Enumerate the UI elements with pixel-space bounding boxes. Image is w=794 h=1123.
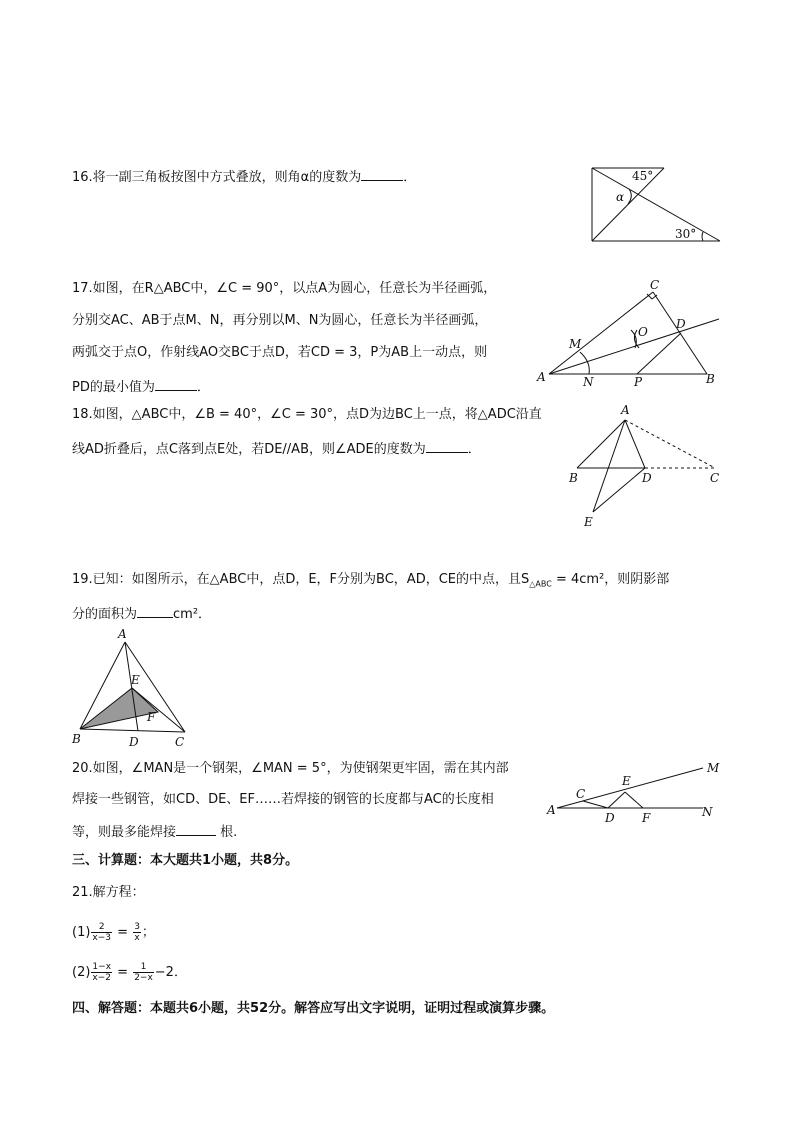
- q21-p2-fraction-left: $\frac{1-x}{x-2}$: [92, 962, 112, 983]
- q17-label-p: P: [634, 375, 643, 389]
- q18-diagram: [565, 402, 725, 532]
- q20-answer-blank[interactable]: [176, 822, 216, 836]
- q21-p1-fraction-right: $\frac{3}{x}$: [134, 922, 140, 943]
- q18-label-b: B: [569, 471, 578, 485]
- q17-figure: [535, 278, 725, 392]
- q17-line-3: 两弧交于点O，作射线AO交BC于点D，若CD = 3，P为AB上一动点，则: [72, 345, 488, 360]
- q20-label-e: E: [622, 774, 631, 788]
- q17-label-d: D: [676, 317, 686, 331]
- q17-label-a: A: [537, 370, 546, 384]
- q19-line-2: 分的面积为 cm²．: [72, 604, 211, 623]
- q20-label-a: A: [547, 803, 556, 817]
- q18-line-2: 线AD折叠后，点C落到点E处，若DE//AB，则∠ADE的度数为 ．: [72, 439, 481, 458]
- q20-label-f: F: [642, 811, 651, 825]
- section-3-heading: 三、计算题：本大题共1小题，共8分。: [72, 853, 299, 868]
- q19-line-1: 19.已知：如图所示，在△ABC中，点D，E，F分别为BC，AD，CE的中点，且$S_{\triangle ABC} = 4cm^2$，则阴影部: [72, 572, 670, 589]
- q16-text: 16.将一副三角板按图中方式叠放，则角α的度数为 ．: [72, 167, 416, 186]
- q18-label-d: D: [642, 471, 652, 485]
- q20-label-d: D: [605, 811, 615, 825]
- q19-label-e: E: [131, 673, 140, 687]
- q17-label-m: M: [569, 337, 582, 351]
- q20-line-3: 等，则最多能焊接 根.: [72, 822, 237, 841]
- q21-title: 21.解方程：: [72, 885, 145, 900]
- q17-line-1: 17.如图，在R△ABC中，∠C = 90°，以点A为圆心，任意长为半径画弧，: [72, 281, 497, 296]
- q21-p2-fraction-right: $\frac{1}{2-x}$: [134, 962, 153, 983]
- q20-line-1: 20.如图，∠MAN是一个钢架，∠MAN = 5°，为使钢架更牢固，需在其内部: [72, 761, 509, 776]
- q17-diagram: [535, 278, 725, 392]
- q20-label-n: N: [702, 805, 713, 819]
- q20-diagram: [545, 757, 725, 827]
- q17-line-4: PD的最小值为 ．: [72, 377, 210, 396]
- q18-answer-blank[interactable]: [426, 439, 468, 453]
- q16-diagram: [588, 164, 728, 248]
- q21-part-2: (2) $\frac{1-x}{x-2}$ = $\frac{1}{2-x}$ −2．: [72, 962, 187, 983]
- q18-label-e: E: [584, 515, 593, 529]
- q19-answer-blank[interactable]: [137, 604, 173, 618]
- q19-label-c: C: [175, 735, 185, 749]
- q20-label-m: M: [707, 761, 720, 775]
- q19-diagram: [70, 624, 200, 750]
- q20-label-c: C: [576, 787, 586, 801]
- q18-label-a: A: [621, 403, 630, 417]
- q16-figure: [588, 164, 728, 248]
- section-4-heading: 四、解答题：本题共6小题，共52分。解答应写出文字说明，证明过程或演算步骤。: [72, 1001, 555, 1016]
- q21-p1-fraction-left: $\frac{2}{x-3}$: [92, 922, 112, 943]
- q18-label-c: C: [710, 471, 720, 485]
- q19-label-b: B: [72, 732, 81, 746]
- q19-label-d: D: [129, 735, 139, 749]
- q16-label-alpha: α: [616, 190, 625, 204]
- q17-label-n: N: [583, 375, 594, 389]
- q16-label-30: 30°: [675, 227, 697, 241]
- q16-answer-blank[interactable]: [361, 167, 403, 181]
- q20-figure: [545, 757, 725, 827]
- q19-label-f: F: [147, 710, 156, 724]
- q17-label-c: C: [650, 278, 660, 292]
- q18-figure: [565, 402, 725, 532]
- q18-line-1: 18.如图，△ABC中，∠B = 40°，∠C = 30°，点D为边BC上一点，将△ADC沿直: [72, 407, 542, 422]
- q21-part-1: (1) $\frac{2}{x-3}$ = $\frac{3}{x}$ ；: [72, 922, 155, 943]
- q19-label-a: A: [118, 627, 127, 641]
- q17-label-o: O: [638, 325, 648, 339]
- q16-label-45: 45°: [632, 169, 654, 183]
- q19-figure: [70, 624, 200, 750]
- q20-line-2: 焊接一些钢管，如CD、DE、EF……若焊接的钢管的长度都与AC的长度相: [72, 792, 494, 807]
- q17-label-b: B: [706, 372, 715, 386]
- q17-line-2: 分别交AC、AB于点M、N，再分别以M、N为圆心，任意长为半径画弧，: [72, 313, 488, 328]
- q17-answer-blank[interactable]: [155, 377, 197, 391]
